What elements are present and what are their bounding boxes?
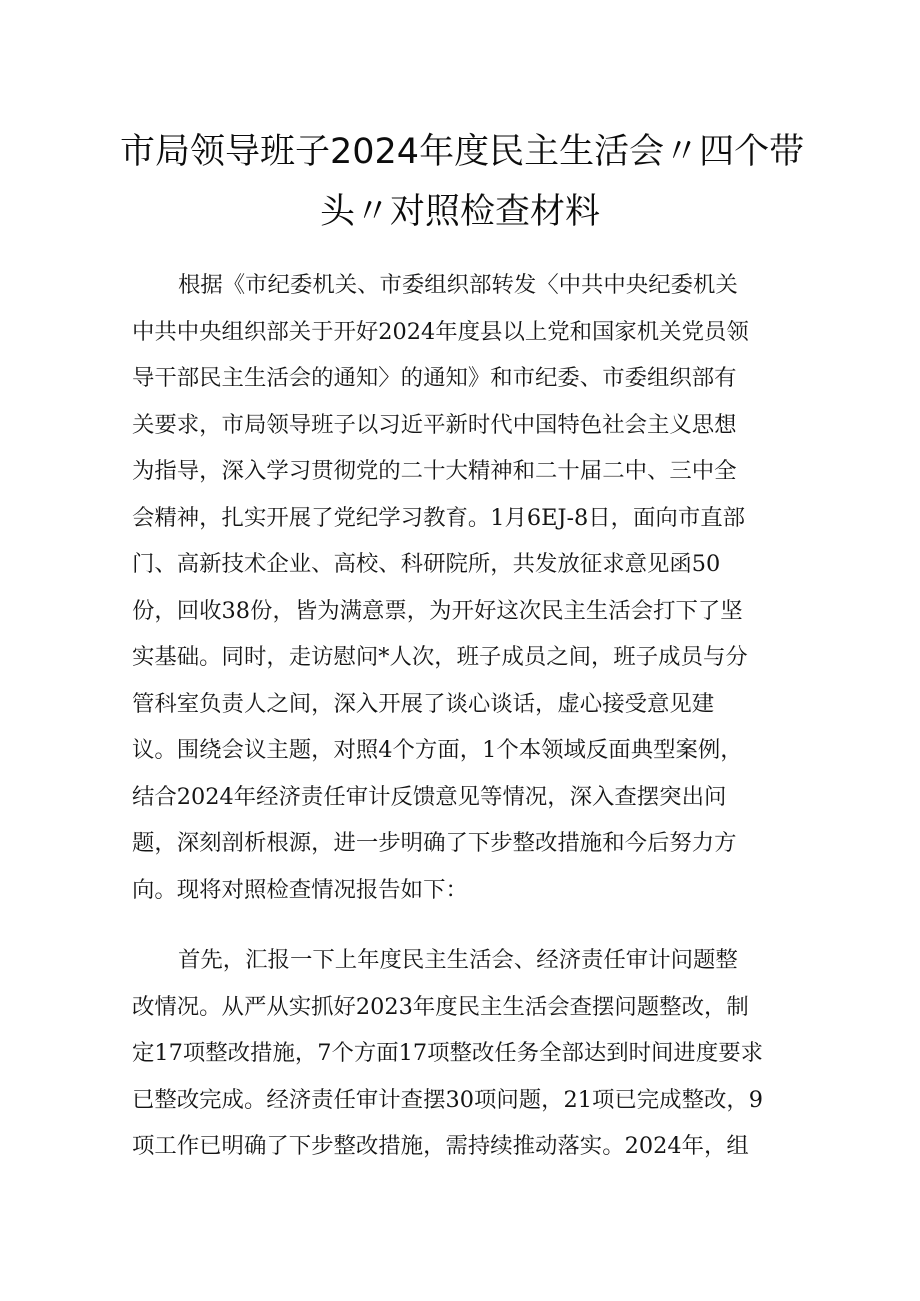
paragraph-line: 中共中央组织部关于开好2024年度县以上党和国家机关党员领 [132,318,749,345]
paragraph-line: 门、高新技术企业、高校、科研院所，共发放征求意见函50 [132,551,721,577]
paragraph-line: 关要求，市局领导班子以习近平新时代中国特色社会主义思想 [132,411,737,438]
paragraph-line: 定17项整改措施，7个方面17项整改任务全部达到时间进度要求 [132,1040,763,1066]
paragraph-line: 会精神，扎实开展了党纪学习教育。1月6EJ-8日，面向市直部 [132,504,745,531]
paragraph-2 [132,937,772,1170]
paragraph-line: 已整改完成。经济责任审计查摆30项问题，21项已完成整改，9 [132,1086,763,1113]
paragraph-line: 向。现将对照检查情况报告如下： [132,876,468,903]
paragraph-line: 为指导，深入学习贯彻党的二十大精神和二十届二中、三中全 [132,458,737,484]
paragraph-line: 首先，汇报一下上年度民主生活会、经济责任审计问题整 [178,947,738,973]
paragraph-line: 结合2024年经济责任审计反馈意见等情况，深入查摆突出问 [132,783,727,810]
document-body [132,262,772,1170]
title-line-2: 头〃对照检查材料 [319,192,600,232]
paragraph-line: 导干部民主生活会的通知〉的通知》和市纪委、市委组织部有 [132,365,737,391]
document-title [120,122,805,242]
paragraph-line: 题，深刻剖析根源，进一步明确了下步整改措施和今后努力方 [132,830,737,856]
paragraph-line: 根据《市纪委机关、市委组织部转发〈中共中央纪委机关 [178,272,738,298]
paragraph-line: 管科室负责人之间，深入开展了谈心谈话，虚心接受意见建 [132,690,715,717]
paragraph-line: 改情况。从严从实抓好2023年度民主生活会查摆问题整改，制 [132,993,749,1020]
paragraph-line: 项工作已明确了下步整改措施，需持续推动落实。2024年，组 [132,1133,749,1159]
paragraph-line: 议。围绕会议主题，对照4个方面，1个本领域反面典型案例， [132,737,743,763]
title-line-1: 市局领导班子2024年度民主生活会〃四个带 [120,132,805,172]
paragraph-line: 实基础。同时，走访慰问*人次，班子成员之间，班子成员与分 [132,644,748,670]
paragraph-gap [132,913,772,937]
paragraph-line: 份，回收38份，皆为满意票，为开好这次民主生活会打下了坚 [132,597,743,624]
paragraph-1 [132,262,772,913]
